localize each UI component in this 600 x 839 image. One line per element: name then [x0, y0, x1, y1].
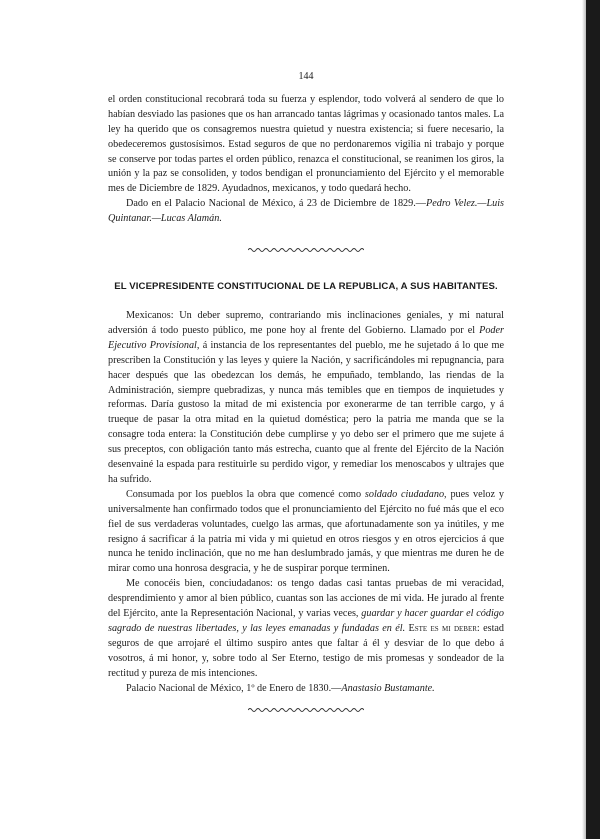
paragraph-text: Mexicanos: Un deber supremo, contrariando mis inclinaciones geniales, y mi natural adversión á todo puesto público, me pone hoy al frente del Gobierno. Llamado por el [108, 309, 504, 336]
paragraph-text: : estad seguros de que arrojaré el último suspiro antes que faltar á él y desviar de lo que debo á vosotros, á mi honor, y, sobre todo al Ser Eterno, testigo de mis promesas y sondeador de la rectitud y pureza de mis intenciones. [108, 623, 505, 679]
paragraph-mexicanos [108, 309, 504, 488]
italic-phrase: Poder Ejecutivo Provisional [108, 324, 504, 351]
decorative-wave-divider [248, 247, 364, 253]
italic-phrase: guardar y hacer guardar el código sagrado de nuestras libertades, y las leyes emanadas y fundadas en él. [108, 608, 504, 634]
dated-text: Dado en el Palacio Nacional de México, á 23 de Diciembre de 1829.— [126, 198, 426, 210]
decorative-wave-divider-end [248, 707, 364, 713]
closing-signature-line [108, 682, 504, 697]
signatories: Pedro Velez.—Luis Quintanar.—Lucas Alamán. [108, 198, 504, 225]
paragraph-continuation: el orden constitucional recobrará toda su fuerza y esplendor, todo volverá al sendero de que lo habían desviado las pasiones que os han arrancado tantas lágrimas y ocasionado tantos males. La ley ha querido que os consagremos nuestra quietud y nuestra existencia; si fuere necesario, la obedeceremos gustosísimos. Estad seguros de que no perdonaremos vigilia ni trabajo y porque se conserve por todas partes el orden público, renazca el constitucional, se reanimen los giros, la unión y la paz se consoliden, y todos bendigan el pronunciamiento del Ejército y el memorable mes de Diciembre de 1829. Ayudadnos, mexicanos, y todo quedará hecho. [108, 93, 504, 195]
paragraph-text: , pues veloz y universalmente han confirmado todos que el pronunciamiento del Ejército no fué más que el eco fiel de sus verdaderas voluntades, cuelgo las armas, que afortunadamente son ya inútiles, y me resigno á sacrificar á la patria mi vida y mi quietud en otros riesgos y en otros ejercicios á que nunca he tenido inclinación, que no me han deslumbrado jamás, y que mientras me duren he de mirar como una honrosa desgracia, y he de suspirar porque terminen. [108, 488, 504, 575]
small-caps-phrase: Este es mi deber [408, 623, 477, 634]
closing-signatory: Anastasio Bustamante. [341, 682, 435, 694]
closing-place: Palacio Nacional de México, 1º de Enero de 1830.— [126, 682, 342, 694]
document-page [108, 70, 504, 713]
paragraph-me-conoceis [108, 577, 504, 681]
book-spine-border [586, 0, 600, 839]
paragraph-text: , á instancia de los representantes del pueblo, me he sujetado á lo que me prescriben la Constitución y las leyes y quiere la Nación, y sacrificándoles mi repugnancia, para hacer después que las obedezcan los demás, he empuñado, temblando, las riendas de la Administración, siempre quebradizas, y nunca más temibles que en tiempos de inquietudes y reformas. Daría gustoso la mitad de mi existencia por exonerarme de tan terrible cargo, y á trueque de pasar la otra mitad en la quietud doméstica; pero la patria me manda que se la consagre toda entera: la Constitución debe cumplirse y yo debo ser el primero que me sujete á sus preceptos, con obligación tanto más estrecha, cuanto que al frente del Ejército de la Nación desenvainé la espada para restituirle su perdido vigor, y remediar los menoscabos y ultrajes que ha sufrido. [108, 339, 504, 485]
dated-signature-line [108, 197, 504, 227]
italic-phrase: soldado ciudadano [364, 488, 445, 500]
paragraph-text: Me conocéis bien, conciudadanos: os tengo dadas casi tantas pruebas de mi veracidad, desprendimiento y amor al bien público, cuantas son las acciones de mi vida. He jurado al frente del Ejército, ante la Representación Nacional, y varias veces, [108, 578, 504, 620]
paragraph-text: Consumada por los pueblos la obra que comencé como [126, 488, 365, 500]
paragraph-consumada [108, 488, 504, 577]
page-number: 144 [298, 71, 314, 82]
section-heading: EL VICEPRESIDENTE CONSTITUCIONAL DE LA REPUBLICA, A SUS HABITANTES. [114, 281, 498, 293]
